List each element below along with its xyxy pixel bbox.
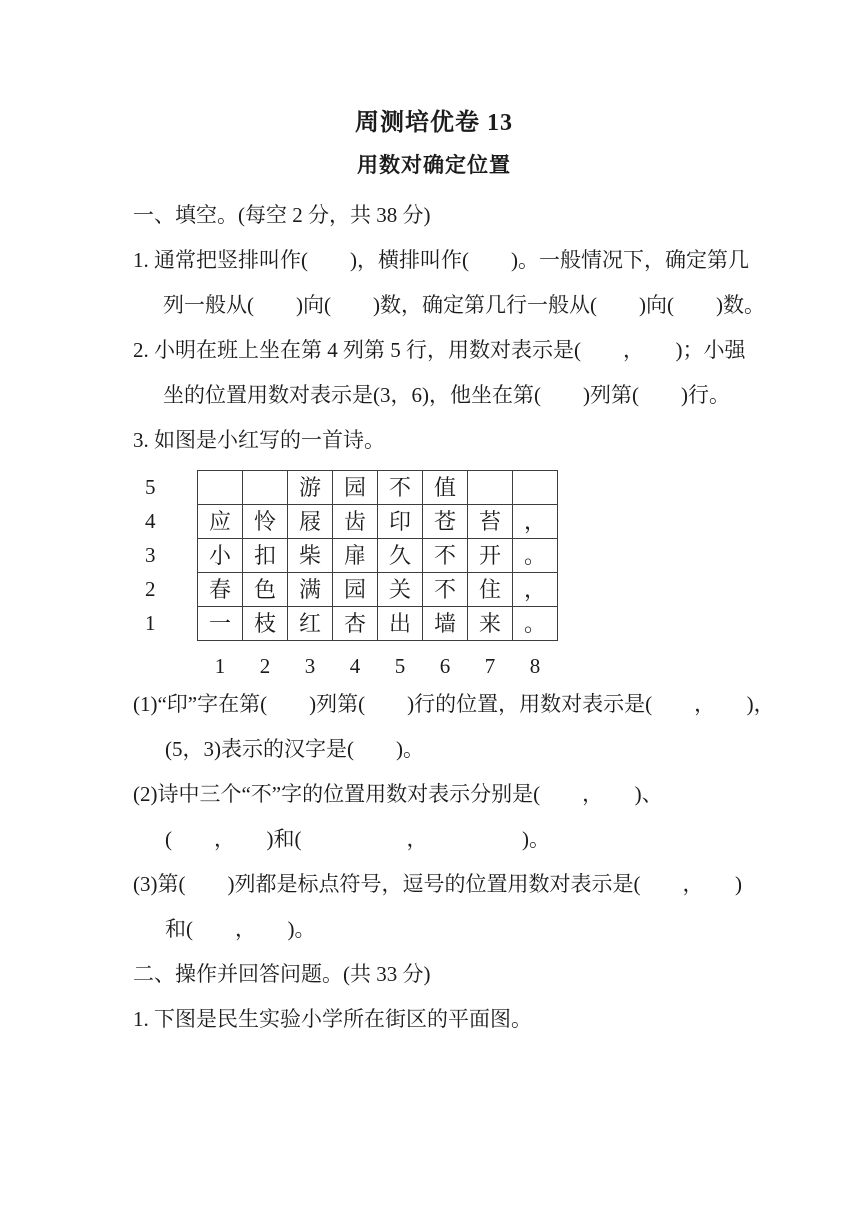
q3-sub3-line-2: 和( ， )。 bbox=[165, 917, 316, 941]
poem-grid-table bbox=[143, 470, 558, 679]
poem-col-label: 4 bbox=[349, 654, 361, 678]
q3-sub1-line-1: (1)“印”字在第( )列第( )行的位置，用数对表示是( ， )， bbox=[133, 692, 775, 716]
poem-cell: 春 bbox=[198, 573, 243, 607]
poem-row-label: 1 bbox=[145, 611, 156, 635]
poem-cell bbox=[468, 471, 513, 505]
q1-line-1: 1. 通常把竖排叫作( )，横排叫作( )。一般情况下，确定第几 bbox=[133, 248, 749, 272]
poem-row-label: 2 bbox=[145, 577, 156, 601]
poem-cell: 不 bbox=[423, 573, 468, 607]
poem-cell: 怜 bbox=[243, 505, 288, 539]
poem-cell: 扣 bbox=[243, 539, 288, 573]
poem-cell: 不 bbox=[378, 471, 423, 505]
poem-col-labels-row bbox=[143, 641, 558, 680]
poem-cell: 应 bbox=[198, 505, 243, 539]
poem-cell: 印 bbox=[378, 505, 423, 539]
section-two-heading: 二、操作并回答问题。(共 33 分) bbox=[133, 962, 431, 986]
poem-cell: 柴 bbox=[288, 539, 333, 573]
poem-cell bbox=[243, 471, 288, 505]
poem-cell: 开 bbox=[468, 539, 513, 573]
poem-row-3 bbox=[143, 539, 558, 573]
worksheet-body bbox=[0, 178, 868, 1034]
poem-col-label: 2 bbox=[259, 654, 271, 678]
poem-row-label: 3 bbox=[145, 543, 156, 567]
poem-col-label: 8 bbox=[529, 654, 541, 678]
poem-cell: 。 bbox=[513, 607, 558, 641]
page-subtitle: 用数对确定位置 bbox=[357, 153, 511, 177]
poem-cell: 关 bbox=[378, 573, 423, 607]
poem-cell: 久 bbox=[378, 539, 423, 573]
poem-cell: 来 bbox=[468, 607, 513, 641]
q2-line-2: 坐的位置用数对表示是(3，6)，他坐在第( )列第( )行。 bbox=[163, 383, 730, 407]
poem-cell: 园 bbox=[333, 471, 378, 505]
poem-cell: 屐 bbox=[288, 505, 333, 539]
poem-cell: 扉 bbox=[333, 539, 378, 573]
poem-col-label: 6 bbox=[439, 654, 451, 678]
poem-cell: 苔 bbox=[468, 505, 513, 539]
q3-sub2-line-2: ( ， )和( ， )。 bbox=[165, 827, 550, 851]
poem-cell: 杏 bbox=[333, 607, 378, 641]
q1-line-2: 列一般从( )向( )数，确定第几行一般从( )向( )数。 bbox=[163, 293, 765, 317]
poem-cell: 红 bbox=[288, 607, 333, 641]
poem-cell bbox=[513, 471, 558, 505]
poem-cell: 。 bbox=[513, 539, 558, 573]
poem-row-1 bbox=[143, 607, 558, 641]
poem-cell: 不 bbox=[423, 539, 468, 573]
poem-row-label: 5 bbox=[145, 475, 156, 499]
poem-cell: 住 bbox=[468, 573, 513, 607]
poem-row-5 bbox=[143, 471, 558, 505]
poem-col-label: 5 bbox=[394, 654, 406, 678]
poem-cell: ， bbox=[513, 573, 558, 607]
poem-cell: 满 bbox=[288, 573, 333, 607]
section-two-q1: 1. 下图是民生实验小学所在街区的平面图。 bbox=[133, 1007, 532, 1031]
poem-cell: 一 bbox=[198, 607, 243, 641]
poem-cell: 值 bbox=[423, 471, 468, 505]
q3-sub3-line-1: (3)第( )列都是标点符号，逗号的位置用数对表示是( ， ) bbox=[133, 872, 742, 896]
poem-col-label: 3 bbox=[304, 654, 316, 678]
q3-intro: 3. 如图是小红写的一首诗。 bbox=[133, 428, 385, 452]
poem-cell: 枝 bbox=[243, 607, 288, 641]
q2-line-1: 2. 小明在班上坐在第 4 列第 5 行，用数对表示是( ， )；小强 bbox=[133, 338, 746, 362]
poem-cell: 色 bbox=[243, 573, 288, 607]
poem-col-label: 1 bbox=[214, 654, 226, 678]
poem-cell: 墙 bbox=[423, 607, 468, 641]
poem-cell bbox=[198, 471, 243, 505]
poem-cell: 出 bbox=[378, 607, 423, 641]
poem-cell: 齿 bbox=[333, 505, 378, 539]
poem-row-4 bbox=[143, 505, 558, 539]
poem-cell: 小 bbox=[198, 539, 243, 573]
q3-sub1-line-2: (5，3)表示的汉字是( )。 bbox=[165, 737, 424, 761]
section-one-heading: 一、填空。(每空 2 分，共 38 分) bbox=[133, 203, 431, 227]
poem-cell: 苍 bbox=[423, 505, 468, 539]
poem-cell: 游 bbox=[288, 471, 333, 505]
page-title: 周测培优卷 13 bbox=[355, 110, 513, 136]
poem-cell: 园 bbox=[333, 573, 378, 607]
q3-sub2-line-1: (2)诗中三个“不”字的位置用数对表示分别是( ， )、 bbox=[133, 782, 663, 806]
poem-row-2 bbox=[143, 573, 558, 607]
poem-col-label: 7 bbox=[484, 654, 496, 678]
poem-row-label: 4 bbox=[145, 509, 156, 533]
poem-cell: ， bbox=[513, 505, 558, 539]
poem-corner-spacer bbox=[143, 641, 198, 680]
